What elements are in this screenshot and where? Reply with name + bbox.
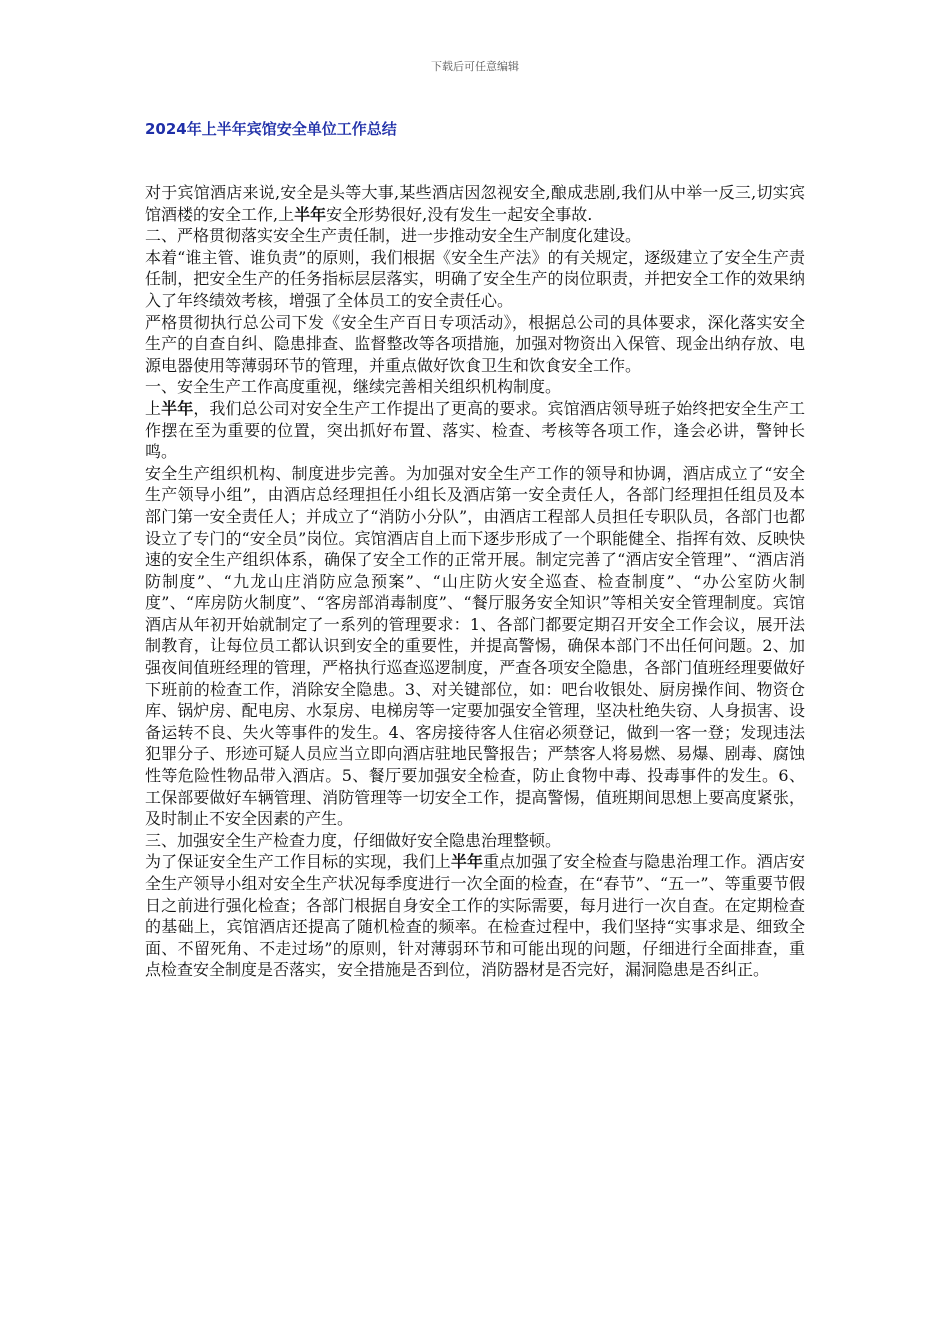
paragraph — [145, 398, 805, 463]
emphasis-text: 半年 — [294, 204, 327, 224]
paragraph — [145, 830, 805, 852]
text-run: 上 — [145, 398, 162, 418]
text-run: 安全生产组织机构、制度进步完善。为加强对安全生产工作的领导和协调，酒店成立了“安全生产领导小组”，由酒店总经理担任小组长及酒店第一安全责任人，各部门经理担任组员及本部门第一安全责任人；并成立了“消防小分队”，由酒店工程部人员担任专职队员，各部门也都设立了专门的“安全员”岗位。宾馆酒店自上而下逐步形成了一个职能健全、指挥有效、反映快速的安全生产组织体系，确保了安全工作的正常开展。制定完善了“酒店安全管理”、“酒店消防制度”、“九龙山庄消防应急预案”、“山庄防火安全巡查、检查制度”、“办公室防火制度”、“库房防火制度”、“客房部消毒制度”、“餐厅服务安全知识”等相关安全管理制度。宾馆酒店从年初开始就制定了一系列的管理要求：1、各部门都要定期召开安全工作会议，展开法制教育，让每位员工都认识到安全的重要性，并提高警惕，确保本部门不出任何问题。2、加强夜间值班经理的管理，严格执行巡查巡逻制度，严查各项安全隐患，各部门值班经理要做好下班前的检查工作，消除安全隐患。3、对关键部位，如：吧台收银处、厨房操作间、物资仓库、锅炉房、配电房、水泵房、电梯房等一定要加强安全管理，坚决杜绝失窃、人身损害、设备运转不良、失火等事件的发生。4、客房接待客人住宿必须登记，做到一客一登；发现违法犯罪分子、形迹可疑人员应当立即向酒店驻地民警报告；严禁客人将易燃、易爆、剧毒、腐蚀性等危险性物品带入酒店。5、餐厅要加强安全检查，防止食物中毒、投毒事件的发生。6、工保部要做好车辆管理、消防管理等一切安全工作，提高警惕，值班期间思想上要高度紧张，及时制止不安全因素的产生。 — [145, 463, 805, 829]
text-run: 本着“谁主管、谁负责”的原则，我们根据《安全生产法》的有关规定，逐级建立了安全生产责任制，把安全生产的任务指标层层落实，明确了安全生产的岗位职责，并把安全工作的效果纳入了年终绩效考核，增强了全体员工的安全责任心。 — [145, 247, 805, 310]
paragraph — [145, 225, 805, 247]
text-run: 二、严格贯彻落实安全生产责任制，进一步推动安全生产制度化建设。 — [145, 226, 642, 246]
text-run: ，我们总公司对安全生产工作提出了更高的要求。宾馆酒店领导班子始终把安全生产工作摆在至为重要的位置，突出抓好布置、落实、检查、考核等各项工作，逢会必讲，警钟长鸣。 — [145, 398, 805, 462]
document-title: 2024年上半年宾馆安全单位工作总结 — [145, 120, 397, 138]
text-run: 一、安全生产工作高度重视，继续完善相关组织机构制度。 — [145, 377, 562, 397]
text-run: 安全形势很好,没有发生一起安全事故. — [326, 204, 593, 224]
paragraph — [145, 312, 805, 377]
paragraph — [145, 463, 805, 830]
paragraph — [145, 851, 805, 981]
paragraph — [145, 376, 805, 398]
header-note: 下载后可任意编辑 — [431, 60, 519, 73]
text-run: 严格贯彻执行总公司下发《安全生产百日专项活动》，根据总公司的具体要求，深化落实安全生产的自查自纠、隐患排查、监督整改等各项措施，加强对物资出入保管、现金出纳存放、电源电器使用等薄弱环节的管理，并重点做好饮食卫生和饮食安全工作。 — [145, 312, 805, 375]
text-run: 三、加强安全生产检查力度，仔细做好安全隐患治理整顿。 — [145, 830, 562, 850]
emphasis-text: 半年 — [161, 398, 194, 418]
text-run: 为了保证安全生产工作目标的实现，我们上 — [145, 852, 451, 872]
emphasis-text: 半年 — [450, 852, 484, 872]
document-body — [145, 182, 805, 981]
paragraph — [145, 247, 805, 312]
text-run: 对于宾馆酒店来说,安全是头等大事,某些酒店因忽视安全,酿成悲剧,我们从中举一反三,切实宾馆酒楼的安全工作,上 — [145, 183, 805, 224]
text-run: 重点加强了安全检查与隐患治理工作。酒店安全生产领导小组对安全生产状况每季度进行一次全面的检查，在“春节”、“五一”、等重要节假日之前进行强化检查；各部门根据自身安全工作的实际需要，每月进行一次自查。在定期检查的基础上，宾馆酒店还提高了随机检查的频率。在检查过程中，我们坚持“实事求是、细致全面、不留死角、不走过场”的原则，针对薄弱环节和可能出现的问题，仔细进行全面排查，重点检查安全制度是否落实，安全措施是否到位，消防器材是否完好，漏洞隐患是否纠正。 — [145, 852, 805, 980]
paragraph — [145, 182, 805, 225]
